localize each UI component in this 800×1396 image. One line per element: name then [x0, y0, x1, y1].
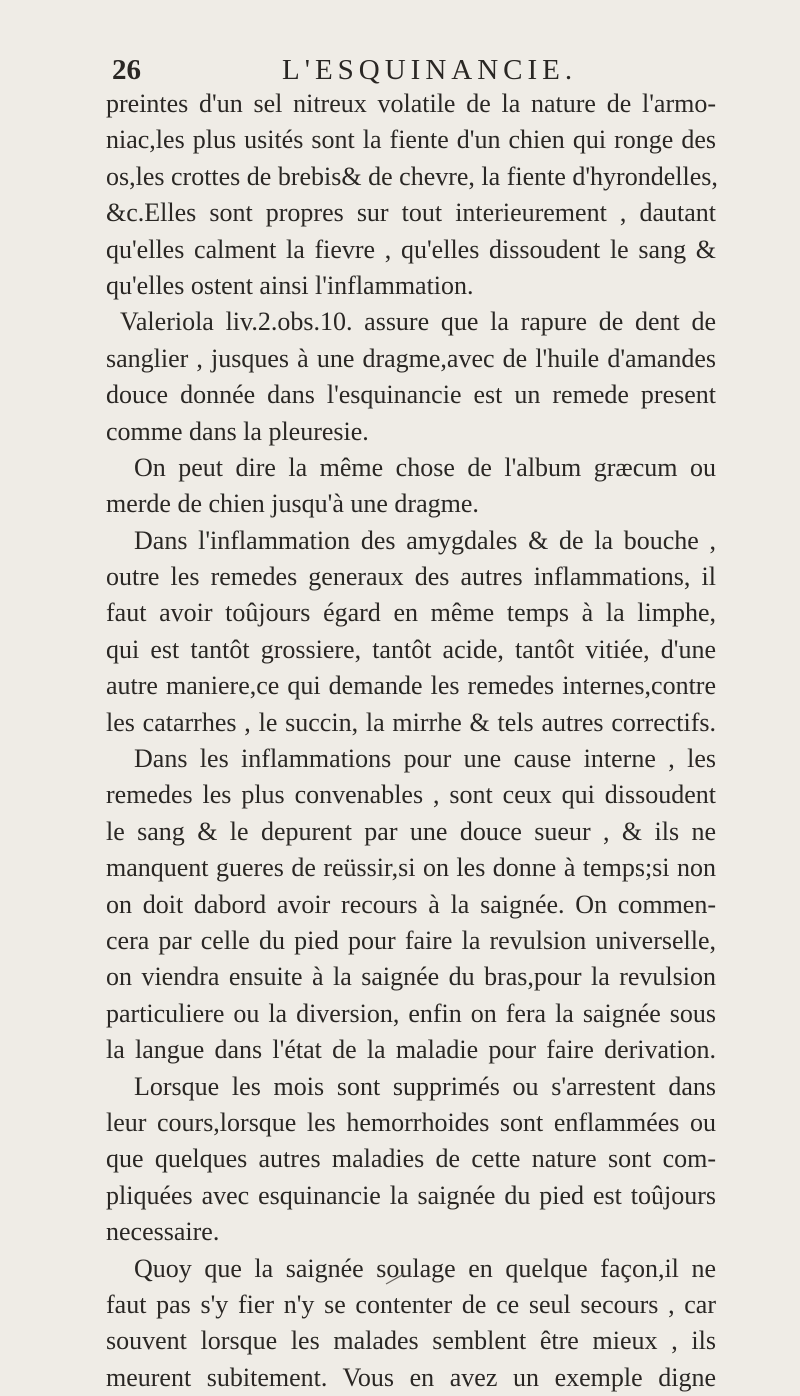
- body-text: [106, 86, 716, 1396]
- text-line: le sang & le depurent par une douce sueur , & ils ne: [106, 816, 716, 846]
- text-line: pliquées avec esquinancie la saignée du pied est toûjours: [106, 1180, 716, 1210]
- text-line: leur cours,lorsque les hemorrhoides sont enflammées ou: [106, 1107, 716, 1137]
- text-line: Quoy que la saignée soulage en quelque façon,il ne: [134, 1253, 716, 1283]
- text-line: que quelques autres maladies de cette nature sont com-: [106, 1144, 716, 1174]
- running-title: L'ESQUINANCIE.: [282, 54, 578, 86]
- text-line: meurent subitement. Vous en avez un exemple digne: [106, 1362, 716, 1392]
- text-line: qu'elles calment la fievre , qu'elles dissoudent le sang &: [106, 234, 716, 264]
- text-line: Lorsque les mois sont supprimés ou s'arrestent dans: [134, 1071, 716, 1101]
- text-line: qu'elles ostent ainsi l'inflammation.: [106, 270, 474, 300]
- text-line: la langue dans l'état de la maladie pour faire derivation.: [106, 1035, 716, 1065]
- text-line: Dans les inflammations pour une cause interne , les: [134, 744, 716, 774]
- text-line: faut avoir toûjours égard en même temps à la limphe,: [106, 598, 716, 628]
- text-line: necessaire.: [106, 1217, 220, 1247]
- text-line: comme dans la pleuresie.: [106, 416, 369, 446]
- text-line: souvent lorsque les malades semblent être mieux , ils: [106, 1326, 716, 1356]
- text-line: Valeriola liv.2.obs.10. assure que la rapure de dent de: [120, 307, 716, 337]
- text-line: merde de chien jusqu'à une dragme.: [106, 489, 479, 519]
- text-line: preintes d'un sel nitreux volatile de la nature de l'armo-: [106, 89, 716, 118]
- text-line: &c.Elles sont propres sur tout interieurement , dautant: [106, 198, 716, 228]
- text-line: faut pas s'y fier n'y se contenter de ce seul secours , car: [106, 1289, 716, 1319]
- text-line: qui est tantôt grossiere, tantôt acide, tantôt vitiée, d'une: [106, 634, 716, 664]
- text-line: sanglier , jusques à une dragme,avec de l'huile d'amandes: [106, 343, 716, 373]
- text-line: autre maniere,ce qui demande les remedes internes,contre: [106, 671, 716, 701]
- text-line: on doit dabord avoir recours à la saignée. On commen-: [106, 889, 716, 919]
- text-line: les catarrhes , le succin, la mirrhe & tels autres correctifs.: [106, 707, 716, 737]
- text-line: Dans l'inflammation des amygdales & de la bouche ,: [134, 525, 716, 555]
- text-line: douce donnée dans l'esquinancie est un remede present: [106, 380, 716, 410]
- text-line: particuliere ou la diversion, enfin on fera la saignée sous: [106, 998, 716, 1028]
- ink-mark: [384, 1272, 406, 1286]
- text-line: outre les remedes generaux des autres inflammations, il: [106, 562, 716, 592]
- text-line: niac,les plus usités sont la fiente d'un chien qui ronge des: [106, 125, 716, 155]
- text-line: On peut dire la même chose de l'album græcum ou: [134, 452, 716, 482]
- text-line: manquent gueres de reüssir,si on les donne à temps;si non: [106, 853, 716, 883]
- text-line: cera par celle du pied pour faire la revulsion universelle,: [106, 925, 716, 955]
- text-line: on viendra ensuite à la saignée du bras,pour la revulsion: [106, 962, 716, 992]
- text-line: remedes les plus convenables , sont ceux qui dissoudent: [106, 780, 716, 810]
- text-line: os,les crottes de brebis& de chevre, la fiente d'hyrondelles,: [106, 161, 718, 191]
- page-number: 26: [112, 54, 141, 86]
